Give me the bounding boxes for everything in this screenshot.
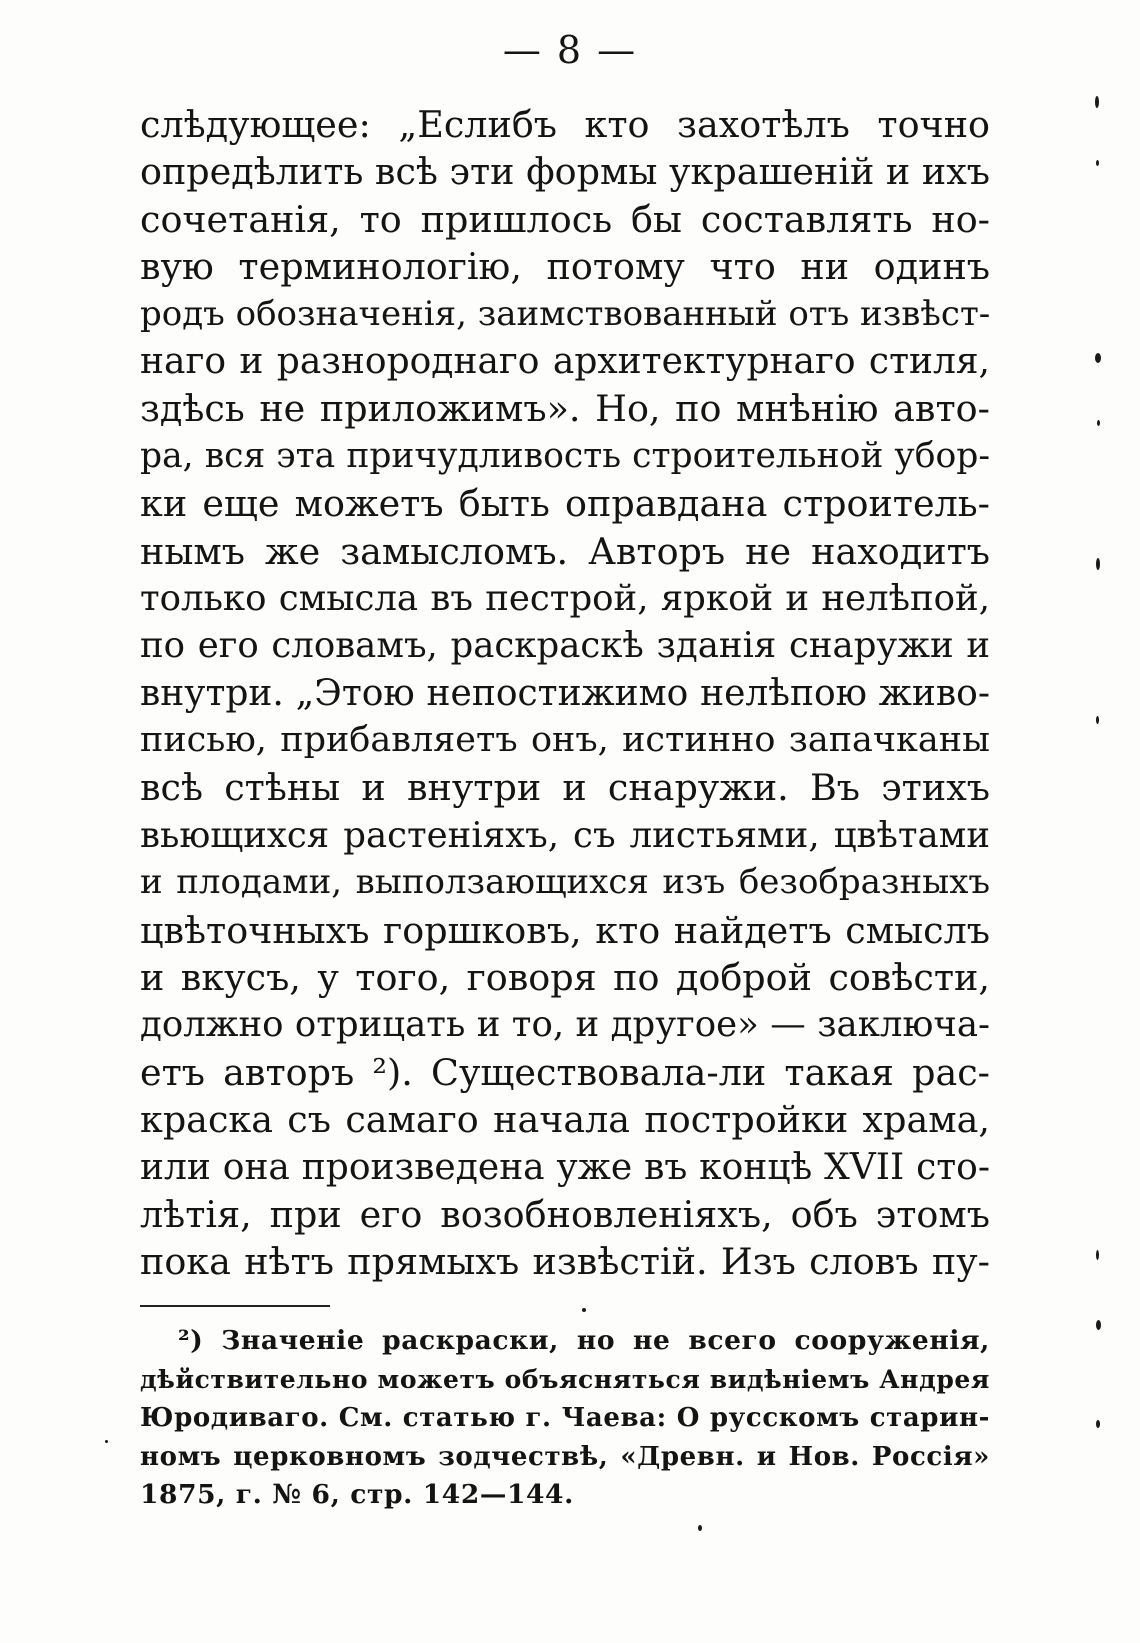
scan-speck	[698, 1525, 702, 1531]
text-line: слѣдующее: „Еслибъ кто захотѣлъ точно	[140, 103, 990, 146]
text-line: только смысла въ пестрой, яркой и нелѣпой,	[140, 577, 990, 619]
scan-speck	[1097, 420, 1100, 426]
scan-speck	[1096, 1320, 1101, 1330]
text-line: наго и разнороднаго архитектурнаго стиля,	[140, 340, 990, 382]
text-line: нымъ же замысломъ. Авторъ не находитъ	[140, 529, 990, 573]
footnote-line: номъ церковномъ зодчествѣ, «Древн. и Нов. Россія»	[140, 1441, 990, 1472]
body-text	[140, 101, 990, 1286]
page-number: — 8 —	[502, 28, 638, 72]
text-line: и плодами, выползающихся изъ безобразныхъ	[140, 862, 990, 903]
scan-speck	[1095, 353, 1101, 363]
footnote	[140, 1322, 990, 1515]
text-line: вьющихся растеніяхъ, съ листьями, цвѣтами	[140, 814, 990, 856]
scan-speck	[1096, 1420, 1100, 1428]
scan-speck	[582, 1308, 586, 1312]
scan-speck	[1095, 96, 1099, 108]
text-line: должно отрицать и то, и другое» — заключа-	[140, 1004, 990, 1046]
footnote-divider	[140, 1305, 330, 1307]
scan-speck	[1096, 160, 1099, 166]
scan-speck	[105, 1440, 108, 1443]
text-line: опредѣлить всѣ эти формы украшеній и ихъ	[140, 150, 990, 194]
footnote-line: ²) Значеніе раскраски, но не всего сооруженія,	[178, 1325, 990, 1356]
text-line: всѣ стѣны и внутри и снаружи. Въ этихъ	[140, 766, 990, 810]
text-line: цвѣточныхъ горшковъ, кто найдетъ смыслъ	[140, 908, 990, 952]
text-line: и вкусъ, у того, говоря по доброй совѣсти,	[140, 956, 990, 1000]
scan-speck	[1096, 1250, 1099, 1260]
text-line: ки еще можетъ быть оправдана строитель-	[140, 482, 990, 526]
text-line: по его словамъ, раскраскѣ зданія снаружи и	[140, 625, 990, 667]
scan-speck	[1096, 558, 1100, 570]
text-line: родъ обозначенія, заимствованный отъ извѣст-	[140, 293, 990, 334]
text-line: писью, прибавляетъ онъ, истинно запачканы	[140, 720, 990, 761]
scan-speck	[1096, 716, 1099, 724]
text-line: пока нѣтъ прямыхъ извѣстій. Изъ словъ пу-	[140, 1240, 990, 1284]
footnote-line: дѣйствительно можетъ объясняться видѣніемъ Андрея	[140, 1364, 990, 1394]
text-line: етъ авторъ ²). Существовала-ли такая рас-	[140, 1050, 990, 1094]
text-line: здѣсь не приложимъ». Но, по мнѣнію авто-	[140, 387, 990, 431]
footnote-line: Юродиваго. См. статью г. Чаева: О русскомъ старин-	[140, 1403, 990, 1433]
text-line: ра, вся эта причудливость строительной убор-	[140, 435, 990, 476]
text-line: вую терминологію, потому что ни одинъ	[140, 245, 990, 289]
text-line: внутри. „Этою непостижимо нелѣпою живо-	[140, 672, 990, 714]
text-line: сочетанія, то пришлось бы составлять но-	[140, 197, 990, 241]
text-line: лѣтія, при его возобновленіяхъ, объ этомъ	[140, 1192, 990, 1236]
text-line: или она произведена уже въ концѣ XVII сто-	[140, 1146, 990, 1188]
text-line: краска съ самаго начала постройки храма,	[140, 1098, 990, 1142]
footnote-line: 1875, г. № 6, стр. 142—144.	[140, 1479, 574, 1510]
